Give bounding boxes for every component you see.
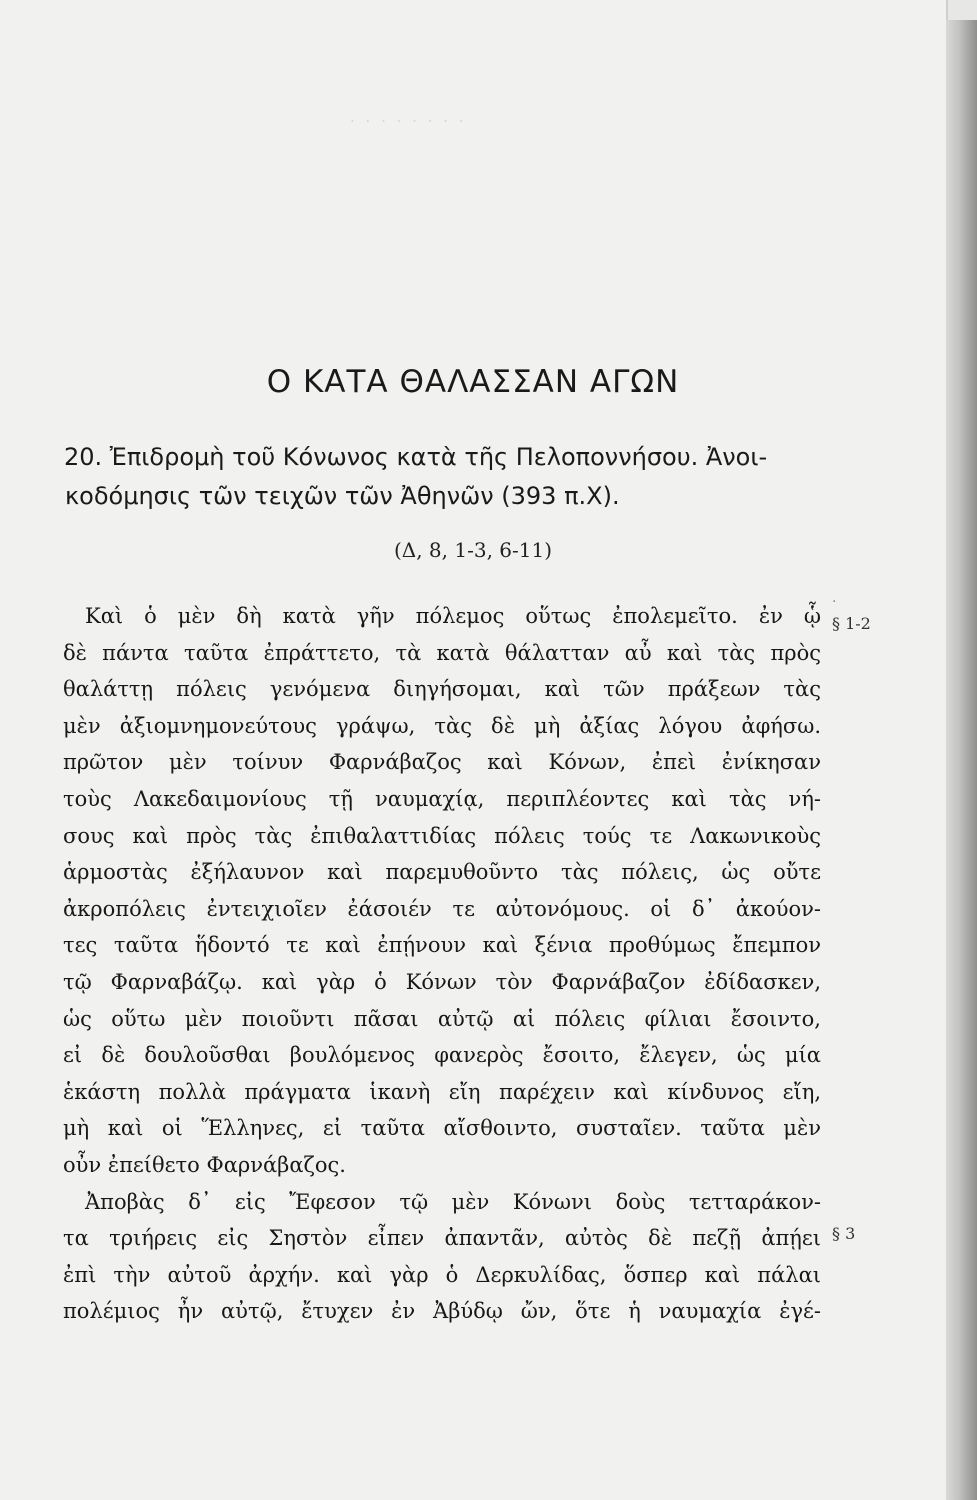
text-line: ἐπὶ τὴν αὐτοῦ ἀρχήν. καὶ γὰρ ὁ Δερκυλίδας, ὅσπερ καὶ πάλαι [63,1262,821,1287]
text-line: εἰ δὲ δουλοῦσθαι βουλόμενος φανερὸς ἔσοιτο, ἔλεγεν, ὡς μία [63,1043,821,1068]
margin-dot: · [832,594,837,610]
text-line: ὡς οὕτω μὲν ποιοῦντι πᾶσαι αὐτῷ αἱ πόλεις φίλιαι ἔσοιντο, [63,1006,821,1031]
text-line: δὲ πάντα ταῦτα ἐπράττετο, τὰ κατὰ θάλατταν αὖ καὶ τὰς πρὸς [63,640,821,665]
chapter-title: Ο ΚΑΤΑ ΘΑΛΑΣΣΑΝ ΑΓΩΝ [266,364,680,400]
text-line: τες ταῦτα ἥδοντό τε καὶ ἐπῄνουν καὶ ξένια προθύμως ἔπεμπον [63,933,821,958]
text-line: τοὺς Λακεδαιμονίους τῇ ναυμαχίᾳ, περιπλέοντες καὶ τὰς νή- [63,786,821,811]
text-line: Καὶ ὁ μὲν δὴ κατὰ γῆν πόλεμος οὕτως ἐπολεμεῖτο. ἐν ᾧ [85,604,821,628]
marginal-note-section-1-2: § 1-2 [832,614,871,633]
marginal-note-section-3: § 3 [832,1224,856,1243]
text-line: πολέμιος ἦν αὐτῷ, ἔτυχεν ἐν Ἀβύδῳ ὤν, ὅτε ἡ ναυμαχία ἐγέ- [63,1299,821,1324]
text-line: ἁρμοστὰς ἐξήλαυνον καὶ παρεμυθοῦντο τὰς πόλεις, ὡς οὔτε [63,860,821,885]
show-through-running-head: · · · · · · · · [350,112,467,130]
text-line: ἑκάστη πολλὰ πράγματα ἱκανὴ εἴη παρέχειν καὶ κίνδυνος εἴη, [63,1079,821,1104]
page-edge [946,20,977,1500]
text-line: Ἀποβὰς δ᾽ εἰς Ἔφεσον τῷ μὲν Κόνωνι δοὺς τετταράκον- [85,1189,821,1214]
text-line: τῷ Φαρναβάζῳ. καὶ γὰρ ὁ Κόνων τὸν Φαρνάβαζον ἐδίδασκεν, [63,969,821,994]
section-heading [64,438,824,516]
section-heading-line-1: 20. Ἐπιδρομὴ τοῦ Κόνωνος κατὰ τῆς Πελοποννήσου. Ἀνοι- [64,443,768,471]
source-reference: (Δ, 8, 1-3, 6-11) [393,538,553,562]
text-line: μὴ καὶ οἱ Ἕλληνες, εἰ ταῦτα αἴσθοιντο, συσταῖεν. ταῦτα μὲν [63,1116,821,1141]
text-line: θαλάττῃ πόλεις γενόμενα διηγήσομαι, καὶ τῶν πράξεων τὰς [63,677,821,702]
body-text [63,598,821,1330]
text-line: σους καὶ πρὸς τὰς ἐπιθαλαττιδίας πόλεις τούς τε Λακωνικοὺς [63,823,821,848]
section-heading-line-2: κοδόμησις τῶν τειχῶν τῶν Ἀθηνῶν (393 π.Χ). [65,482,620,510]
text-line: ἀκροπόλεις ἐντειχιοῖεν ἐάσοιέν τε αὐτονόμους. οἱ δ᾽ ἀκούον- [63,896,821,921]
text-line: οὖν ἐπείθετο Φαρνάβαζος. [63,1152,346,1177]
text-line: πρῶτον μὲν τοίνυν Φαρνάβαζος καὶ Κόνων, ἐπεὶ ἐνίκησαν [63,750,821,775]
text-line: μὲν ἀξιομνημονεύτους γράψω, τὰς δὲ μὴ ἀξίας λόγου ἀφήσω. [63,713,821,738]
text-line: τα τριήρεις εἰς Σηστὸν εἶπεν ἀπαντᾶν, αὐτὸς δὲ πεζῇ ἀπῄει [63,1226,821,1251]
